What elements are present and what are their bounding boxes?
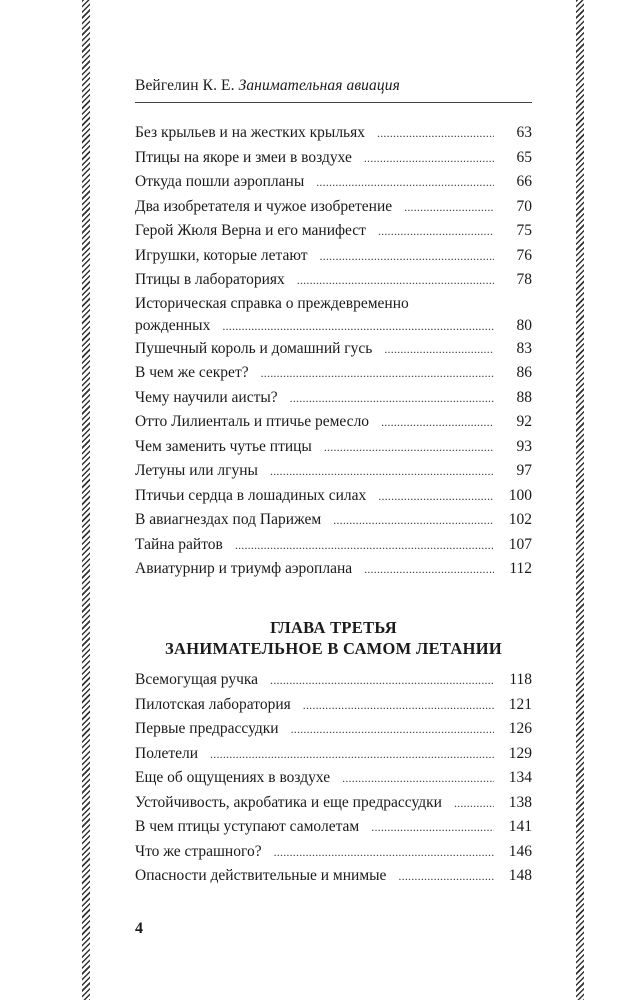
toc-entry-page: 83 <box>516 339 532 357</box>
toc-entry-page: 141 <box>508 818 532 835</box>
toc-leader-dots <box>384 337 494 362</box>
toc-leader-dots <box>378 484 494 509</box>
toc-leader-dots <box>342 766 494 791</box>
toc-list-chapter-three <box>135 668 532 889</box>
toc-entry[interactable] <box>135 435 532 460</box>
toc-entry-page: 126 <box>508 720 532 737</box>
toc-entry[interactable] <box>135 791 532 816</box>
toc-leader-dots <box>222 315 494 337</box>
toc-leader-dots <box>333 508 494 533</box>
toc-entry-page: 102 <box>508 511 532 528</box>
toc-entry-title: Опасности действительные и мнимые <box>135 867 387 884</box>
toc-entry-title: Всемогущая ручка <box>135 671 259 688</box>
toc-entry-page: 63 <box>516 124 532 141</box>
toc-entry-title: Первые предрассудки <box>135 720 279 737</box>
toc-entry[interactable] <box>135 361 532 386</box>
page-number: 4 <box>135 920 143 937</box>
toc-entry[interactable] <box>135 121 532 146</box>
toc-entry[interactable] <box>135 742 532 767</box>
chapter-title: ЗАНИМАТЕЛЬНОЕ В САМОМ ЛЕТАНИИ <box>165 639 502 658</box>
toc-leader-dots <box>454 791 494 816</box>
chapter-number: ГЛАВА ТРЕТЬЯ <box>270 618 397 637</box>
toc-leader-dots <box>270 459 494 484</box>
toc-entry-page: 134 <box>508 769 532 786</box>
toc-leader-dots <box>274 840 494 865</box>
toc-entry-title: Полетели <box>135 744 199 762</box>
toc-entry-page: 80 <box>516 316 532 334</box>
toc-leader-dots <box>364 557 494 582</box>
toc-entry[interactable] <box>135 864 532 889</box>
toc-entry-title: Игрушки, которые летают <box>135 246 308 264</box>
toc-entry[interactable] <box>135 693 532 718</box>
toc-entry-page: 112 <box>509 560 532 577</box>
toc-entry-title: Что же страшного? <box>135 842 262 860</box>
toc-entry-line2 <box>135 315 532 337</box>
chapter-heading <box>135 617 532 659</box>
toc-entry-page: 138 <box>508 793 532 811</box>
toc-entry[interactable] <box>135 840 532 865</box>
toc-entry[interactable] <box>135 410 532 435</box>
toc-entry-title: Без крыльев и на жестких крыльях <box>135 124 366 141</box>
toc-leader-dots <box>381 410 494 435</box>
toc-entry-page: 93 <box>516 437 532 455</box>
toc-leader-dots <box>290 386 494 411</box>
toc-leader-dots <box>320 244 495 269</box>
toc-entry-title: Авиатурнир и триумф аэроплана <box>135 560 353 577</box>
toc-entry[interactable] <box>135 557 532 582</box>
toc-entry[interactable] <box>135 268 532 293</box>
toc-entry[interactable] <box>135 508 532 533</box>
toc-entry-page: 76 <box>516 246 532 264</box>
toc-entry-title: Птицы в лабораториях <box>135 271 285 288</box>
toc-entry-page: 66 <box>516 173 532 190</box>
toc-entry-page: 118 <box>509 671 532 688</box>
toc-leader-dots <box>378 219 494 244</box>
toc-leader-dots <box>270 668 494 693</box>
toc-leader-dots <box>316 170 494 195</box>
toc-entry-title: Герой Жюля Верна и его манифест <box>135 222 366 239</box>
running-head <box>135 77 532 103</box>
toc-entry-page: 65 <box>516 148 532 166</box>
toc-entry-title: Еще об ощущениях в воздухе <box>135 769 331 786</box>
toc-entry-title: В чем птицы уступают самолетам <box>135 818 360 835</box>
left-decorative-border <box>82 0 90 1000</box>
toc-entry-page: 148 <box>508 867 532 884</box>
toc-leader-dots <box>377 121 494 146</box>
toc-entry-title: Пилотская лаборатория <box>135 695 291 713</box>
toc-entry-page: 129 <box>508 744 532 762</box>
toc-entry[interactable] <box>135 766 532 791</box>
toc-entry-title: Птичьи сердца в лошадиных силах <box>135 486 367 504</box>
toc-leader-dots <box>398 864 494 889</box>
toc-leader-dots <box>291 717 494 742</box>
header-book-title: Занимательная авиация <box>238 77 400 94</box>
toc-leader-dots <box>235 533 494 558</box>
toc-entry[interactable] <box>135 484 532 509</box>
book-page <box>135 0 532 1000</box>
toc-entry[interactable] <box>135 195 532 220</box>
toc-entry[interactable] <box>135 459 532 484</box>
toc-entry-title: Чем заменить чутье птицы <box>135 437 312 455</box>
toc-entry-page: 107 <box>508 535 532 553</box>
toc-leader-dots <box>210 742 494 767</box>
toc-entry-title: рожденных <box>135 316 211 334</box>
toc-entry[interactable] <box>135 170 532 195</box>
toc-entry-page: 92 <box>516 413 532 430</box>
toc-entry[interactable] <box>135 717 532 742</box>
toc-entry[interactable] <box>135 815 532 840</box>
toc-entry-page: 121 <box>508 695 532 713</box>
toc-entry[interactable] <box>135 337 532 362</box>
toc-entry[interactable] <box>135 146 532 171</box>
toc-entry-title: Тайна райтов <box>135 535 223 553</box>
toc-entry-title: Чему научили аисты? <box>135 388 278 406</box>
toc-leader-dots <box>297 268 494 293</box>
toc-entry-page: 100 <box>508 486 532 504</box>
toc-entry-title: Два изобретателя и чужое изобретение <box>135 197 393 215</box>
toc-entry-page: 78 <box>516 271 532 288</box>
right-decorative-border <box>576 0 584 1000</box>
toc-entry-page: 146 <box>508 842 532 860</box>
toc-entry-page: 70 <box>516 197 532 215</box>
toc-entry-page: 97 <box>516 462 532 479</box>
toc-entry-title: Отто Лилиенталь и птичье ремесло <box>135 413 370 430</box>
toc-leader-dots <box>364 146 494 171</box>
toc-entry-title-line1: Историческая справка о преждевременно <box>135 294 409 312</box>
toc-list-chapter-two <box>135 121 532 582</box>
toc-entry[interactable] <box>135 533 532 558</box>
toc-entry-title: Устойчивость, акробатика и еще предрассудки <box>135 793 442 811</box>
toc-leader-dots <box>404 195 494 220</box>
toc-leader-dots <box>303 693 494 718</box>
toc-entry-title: Птицы на якоре и змеи в воздухе <box>135 148 352 166</box>
header-author: Вейгелин К. Е. <box>135 77 235 94</box>
toc-entry[interactable] <box>135 244 532 269</box>
toc-entry-multiline[interactable] <box>135 293 532 337</box>
toc-entry-page: 88 <box>516 388 532 406</box>
toc-entry[interactable] <box>135 668 532 693</box>
toc-entry-title: В авиагнездах под Парижем <box>135 511 322 528</box>
toc-entry-title: Пушечный король и домашний гусь <box>135 339 373 357</box>
toc-entry[interactable] <box>135 219 532 244</box>
toc-entry-title: Откуда пошли аэропланы <box>135 173 305 190</box>
toc-entry[interactable] <box>135 386 532 411</box>
toc-leader-dots <box>324 435 494 460</box>
toc-leader-dots <box>261 361 494 386</box>
toc-entry-title: В чем же секрет? <box>135 364 249 381</box>
toc-leader-dots <box>371 815 494 840</box>
toc-entry-page: 75 <box>516 222 532 239</box>
toc-entry-title: Летуны или лгуны <box>135 462 258 479</box>
toc-entry-page: 86 <box>516 364 532 381</box>
